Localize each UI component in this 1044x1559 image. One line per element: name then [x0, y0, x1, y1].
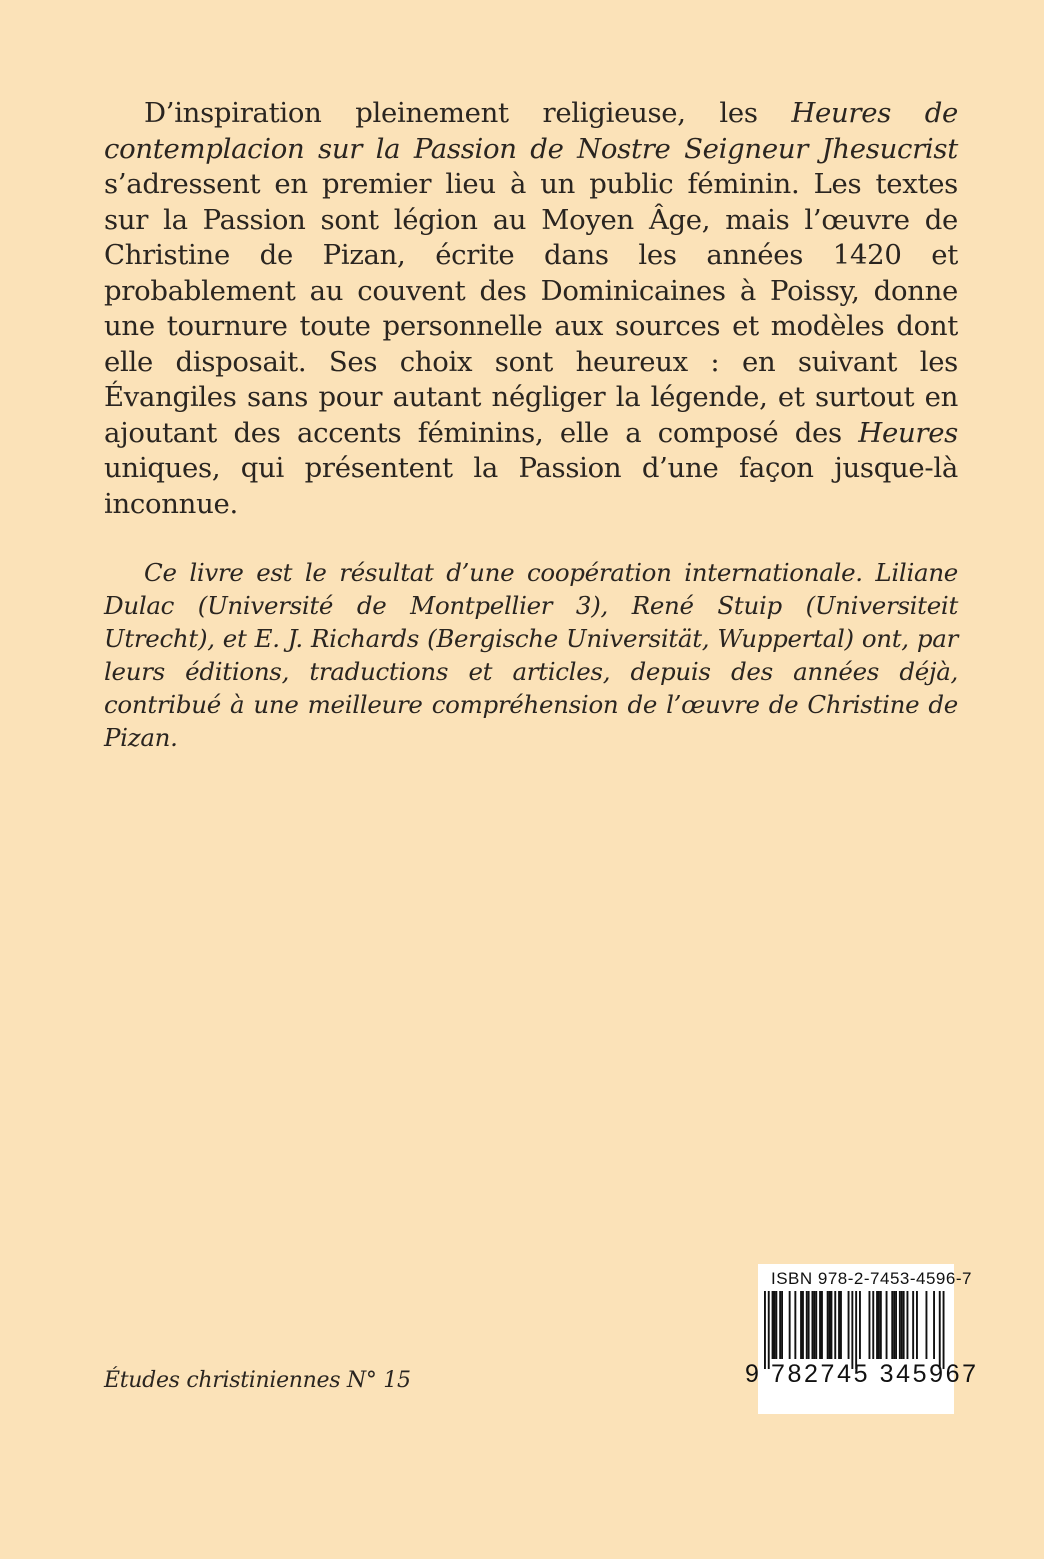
series-label: Études christiniennes N° 15 [104, 1368, 411, 1393]
barcode-bar [831, 1291, 833, 1359]
barcode-bar [812, 1291, 814, 1359]
blurb-paragraph [104, 96, 958, 522]
barcode-bar [855, 1291, 857, 1369]
barcode-bar [901, 1291, 903, 1359]
barcode-bar [926, 1291, 928, 1359]
barcode-bar [813, 1291, 815, 1359]
barcode-bar [800, 1291, 802, 1359]
barcode-bar [916, 1291, 918, 1359]
barcode-bar [851, 1291, 853, 1369]
credits-paragraph: Ce livre est le résultat d’une coopération internationale. Liliane Dulac (Université de Montpellier 3), René Stuip (Universiteit Utrecht), et E. J. Richards (Bergische Universität, Wuppertal) ont, par leurs éditions, traductions et articles, depuis des années déjà, contribué à une meilleure compréhension de l’œuvre de Christine de Pizan. [104, 558, 958, 752]
barcode-bar [806, 1291, 808, 1359]
barcode-bar [821, 1291, 823, 1359]
barcode-bar [819, 1291, 821, 1359]
barcode-bar [815, 1291, 817, 1359]
barcode-bar [772, 1291, 774, 1359]
barcode-bar [891, 1291, 893, 1359]
barcode-bar [872, 1291, 874, 1359]
barcode-bar [764, 1291, 766, 1369]
barcode-bar [893, 1291, 895, 1359]
barcode-bar [789, 1291, 791, 1359]
barcode-bar [943, 1291, 945, 1369]
barcode-bar [886, 1291, 888, 1359]
barcode-bar [907, 1291, 909, 1359]
barcode-bar [880, 1291, 882, 1359]
blurb-part-1: D’inspiration pleinement religieuse, les [144, 97, 792, 129]
barcode-bar [859, 1291, 861, 1359]
work-title: Heures de contemplacion sur la Passion de Nostre Seigneur Jhesucrist [104, 97, 958, 165]
barcode-bars [760, 1291, 950, 1371]
barcode-bar [840, 1291, 842, 1359]
barcode-bar [827, 1291, 829, 1359]
barcode-bar [829, 1291, 831, 1359]
barcode-bar [774, 1291, 776, 1359]
barcode-bar [768, 1291, 770, 1369]
barcode-bar [933, 1291, 935, 1359]
barcode-bar [808, 1291, 810, 1359]
isbn-label: ISBN 978-2-7453-4596-7 [771, 1269, 972, 1288]
barcode-bar [876, 1291, 878, 1359]
heures-word: Heures [858, 416, 958, 449]
barcode-bar [903, 1291, 905, 1359]
barcode-bar [838, 1291, 840, 1359]
barcode-bar [775, 1291, 777, 1359]
barcode-bar [899, 1291, 901, 1359]
barcode-bar [878, 1291, 880, 1359]
barcode-bar [834, 1291, 836, 1359]
barcode-bar [802, 1291, 804, 1359]
barcode-bar [869, 1291, 871, 1359]
blurb-part-2: s’adressent en premier lieu à un public féminin. Les textes sur la Passion sont légion au Moyen Âge, mais l’œuvre de Christine de Pizan, écrite dans les années 1420 et probablement au couvent des Dominicaines à Poissy, donne une tournure toute personnelle aux sources et modèles dont elle disposait. Ses choix sont heureux : en suivant les Évangiles sans pour autant négliger la légende, et surtout en ajoutant des accents féminins, elle a composé des [104, 168, 958, 449]
barcode-bar [939, 1291, 941, 1369]
ean-digits: 9 782745 345967 [745, 1360, 979, 1388]
barcode-bar [794, 1291, 796, 1359]
barcode-bar [781, 1291, 783, 1359]
barcode-bar [912, 1291, 914, 1359]
barcode-bar [779, 1291, 781, 1359]
barcode-bar [848, 1291, 850, 1359]
barcode-bar [895, 1291, 897, 1359]
blurb-part-3: uniques, qui présentent la Passion d’une façon jusque-là inconnue. [104, 452, 958, 520]
